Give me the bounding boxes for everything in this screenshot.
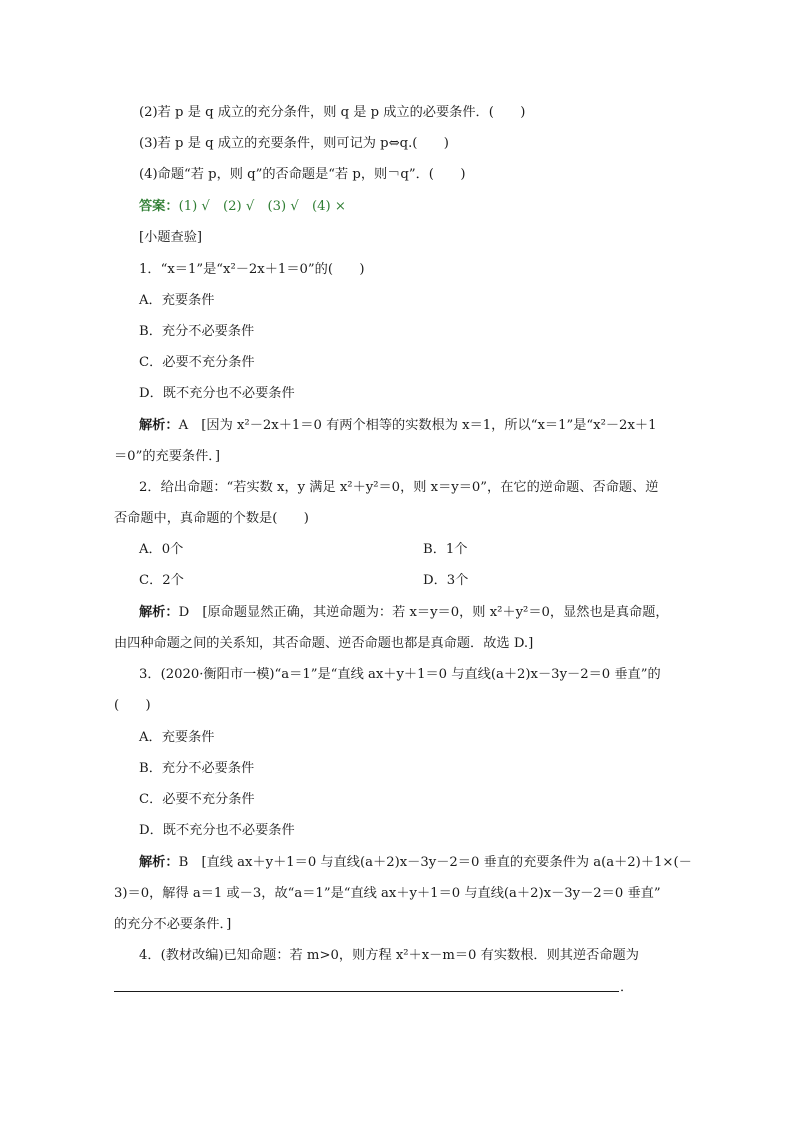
q4-end-mark: ． [620, 980, 634, 995]
judge-item-3: (3)若 p 是 q 成立的充要条件，则可记为 p⇔q.( ) [139, 136, 449, 151]
q2-analysis-line-1 [139, 603, 669, 623]
q3-stem-line-1: 3．(2020·衡阳市一模)“a＝1”是“直线 ax＋y＋1＝0 与直线(a＋2)x－3y－2＝0 垂直”的 [139, 667, 661, 682]
q2-option-c: C．2个 [139, 573, 184, 588]
q1-option-a: A．充要条件 [139, 293, 215, 308]
q2-analysis-line-2: 由四种命题之间的关系知，其否命题、逆否命题也都是真命题．故选 D.] [114, 636, 534, 651]
analysis-text: A [因为 x²－2x＋1＝0 有两个相等的实数根为 x＝1，所以“x＝1”是“x²－2x＋1 [178, 418, 657, 433]
analysis-text: D [原命题显然正确，其逆命题为：若 x＝y＝0，则 x²＋y²＝0，显然也是真命题， [178, 605, 669, 620]
judge-item-2: (2)若 p 是 q 成立的充分条件，则 q 是 p 成立的必要条件．( ) [139, 105, 526, 120]
section-title: [小题查验] [139, 230, 203, 245]
q1-stem: 1．“x＝1”是“x²－2x＋1＝0”的( ) [139, 262, 365, 277]
q1-analysis-line-2: ＝0”的充要条件．] [114, 449, 220, 464]
q1-option-c: C．必要不充分条件 [139, 355, 255, 370]
q1-option-d: D．既不充分也不必要条件 [139, 386, 295, 401]
analysis-text: B [直线 ax＋y＋1＝0 与直线(a＋2)x－3y－2＝0 垂直的充要条件为 a(a＋2)＋1×(－ [178, 855, 692, 870]
q3-analysis-line-2: 3)＝0，解得 a＝1 或－3，故“a＝1”是“直线 ax＋y＋1＝0 与直线(a＋2)x－3y－2＝0 垂直” [114, 886, 661, 901]
q3-analysis-line-1 [139, 853, 692, 873]
q2-stem-line-1: 2．给出命题：“若实数 x，y 满足 x²＋y²＝0，则 x＝y＝0”，在它的逆命题、否命题、逆 [139, 480, 659, 495]
judge-item-4: (4)命题“若 p，则 q”的否命题是“若 p，则￢q”．( ) [139, 167, 466, 182]
q2-stem-line-2: 否命题中，真命题的个数是( ) [114, 511, 309, 526]
answer-text: (1) √ (2) √ (3) √ (4) × [178, 199, 346, 214]
q4-stem: 4．(教材改编)已知命题：若 m>0，则方程 x²＋x－m＝0 有实数根．则其逆否命题为 [139, 948, 639, 963]
q3-option-d: D．既不充分也不必要条件 [139, 823, 295, 838]
q3-analysis-line-3: 的充分不必要条件．] [114, 917, 232, 932]
q4-answer-blank [114, 991, 619, 992]
analysis-label: 解析： [139, 855, 179, 870]
q1-option-b: B．充分不必要条件 [139, 324, 255, 339]
q1-analysis-line-1 [139, 416, 656, 436]
q3-option-a: A．充要条件 [139, 730, 215, 745]
q2-option-d: D．3个 [423, 573, 469, 588]
q3-option-c: C．必要不充分条件 [139, 792, 255, 807]
answer-label: 答案： [139, 199, 179, 214]
analysis-label: 解析： [139, 605, 179, 620]
q3-option-b: B．充分不必要条件 [139, 761, 255, 776]
q2-option-b: B．1个 [423, 542, 468, 557]
judge-answer [139, 197, 346, 217]
analysis-label: 解析： [139, 418, 179, 433]
q3-stem-line-2: ( ) [114, 698, 151, 713]
q2-option-a: A．0个 [139, 542, 184, 557]
